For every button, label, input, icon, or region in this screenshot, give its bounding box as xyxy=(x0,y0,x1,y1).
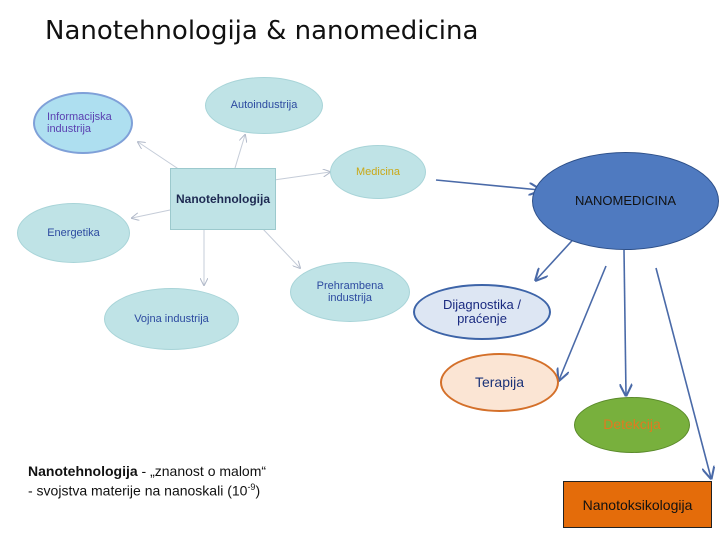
footer-line2-prefix: - svojstva materije na nanoskali (10 xyxy=(28,482,248,499)
spoke-autoindustrija xyxy=(235,135,245,168)
node-detekcija: Detekcija xyxy=(574,397,690,453)
node-prehrambena-industrija: Prehrambena industrija xyxy=(290,262,410,322)
node-nanotehnologija: Nanotehnologija xyxy=(170,168,276,230)
node-medicina: Medicina xyxy=(330,145,426,199)
node-terapija: Terapija xyxy=(440,353,559,412)
page-title: Nanotehnologija & nanomedicina xyxy=(45,16,479,46)
footer-line-1 xyxy=(28,462,266,481)
footer-line2-suffix: ) xyxy=(255,482,261,499)
node-energetika: Energetika xyxy=(17,203,130,263)
node-autoindustrija: Autoindustrija xyxy=(205,77,323,134)
footer-note xyxy=(28,462,266,500)
spoke-energetika xyxy=(132,210,170,218)
node-nanotoksikologija: Nanotoksikologija xyxy=(563,481,712,528)
node-dijagnostika: Dijagnostika / praćenje xyxy=(413,284,551,340)
arrow-nanomedicina-terapija xyxy=(559,266,606,380)
node-informacijska-industrija: Informacijska industrija xyxy=(33,92,133,154)
footer-term: Nanotehnologija xyxy=(28,463,138,479)
footer-definition: - „znanost o malom“ xyxy=(137,463,267,479)
node-nanomedicina: NANOMEDICINA xyxy=(532,152,719,250)
spoke-informacijska xyxy=(138,142,180,170)
footer-line-2 xyxy=(28,481,266,501)
node-vojna-industrija: Vojna industrija xyxy=(104,288,239,350)
arrow-nanomedicina-detekcija xyxy=(624,250,626,395)
arrow-medicina-nanomedicina xyxy=(436,180,540,190)
footer-exponent: -9 xyxy=(247,481,256,492)
spoke-prehrambena xyxy=(262,228,300,268)
spoke-medicina xyxy=(274,172,330,180)
